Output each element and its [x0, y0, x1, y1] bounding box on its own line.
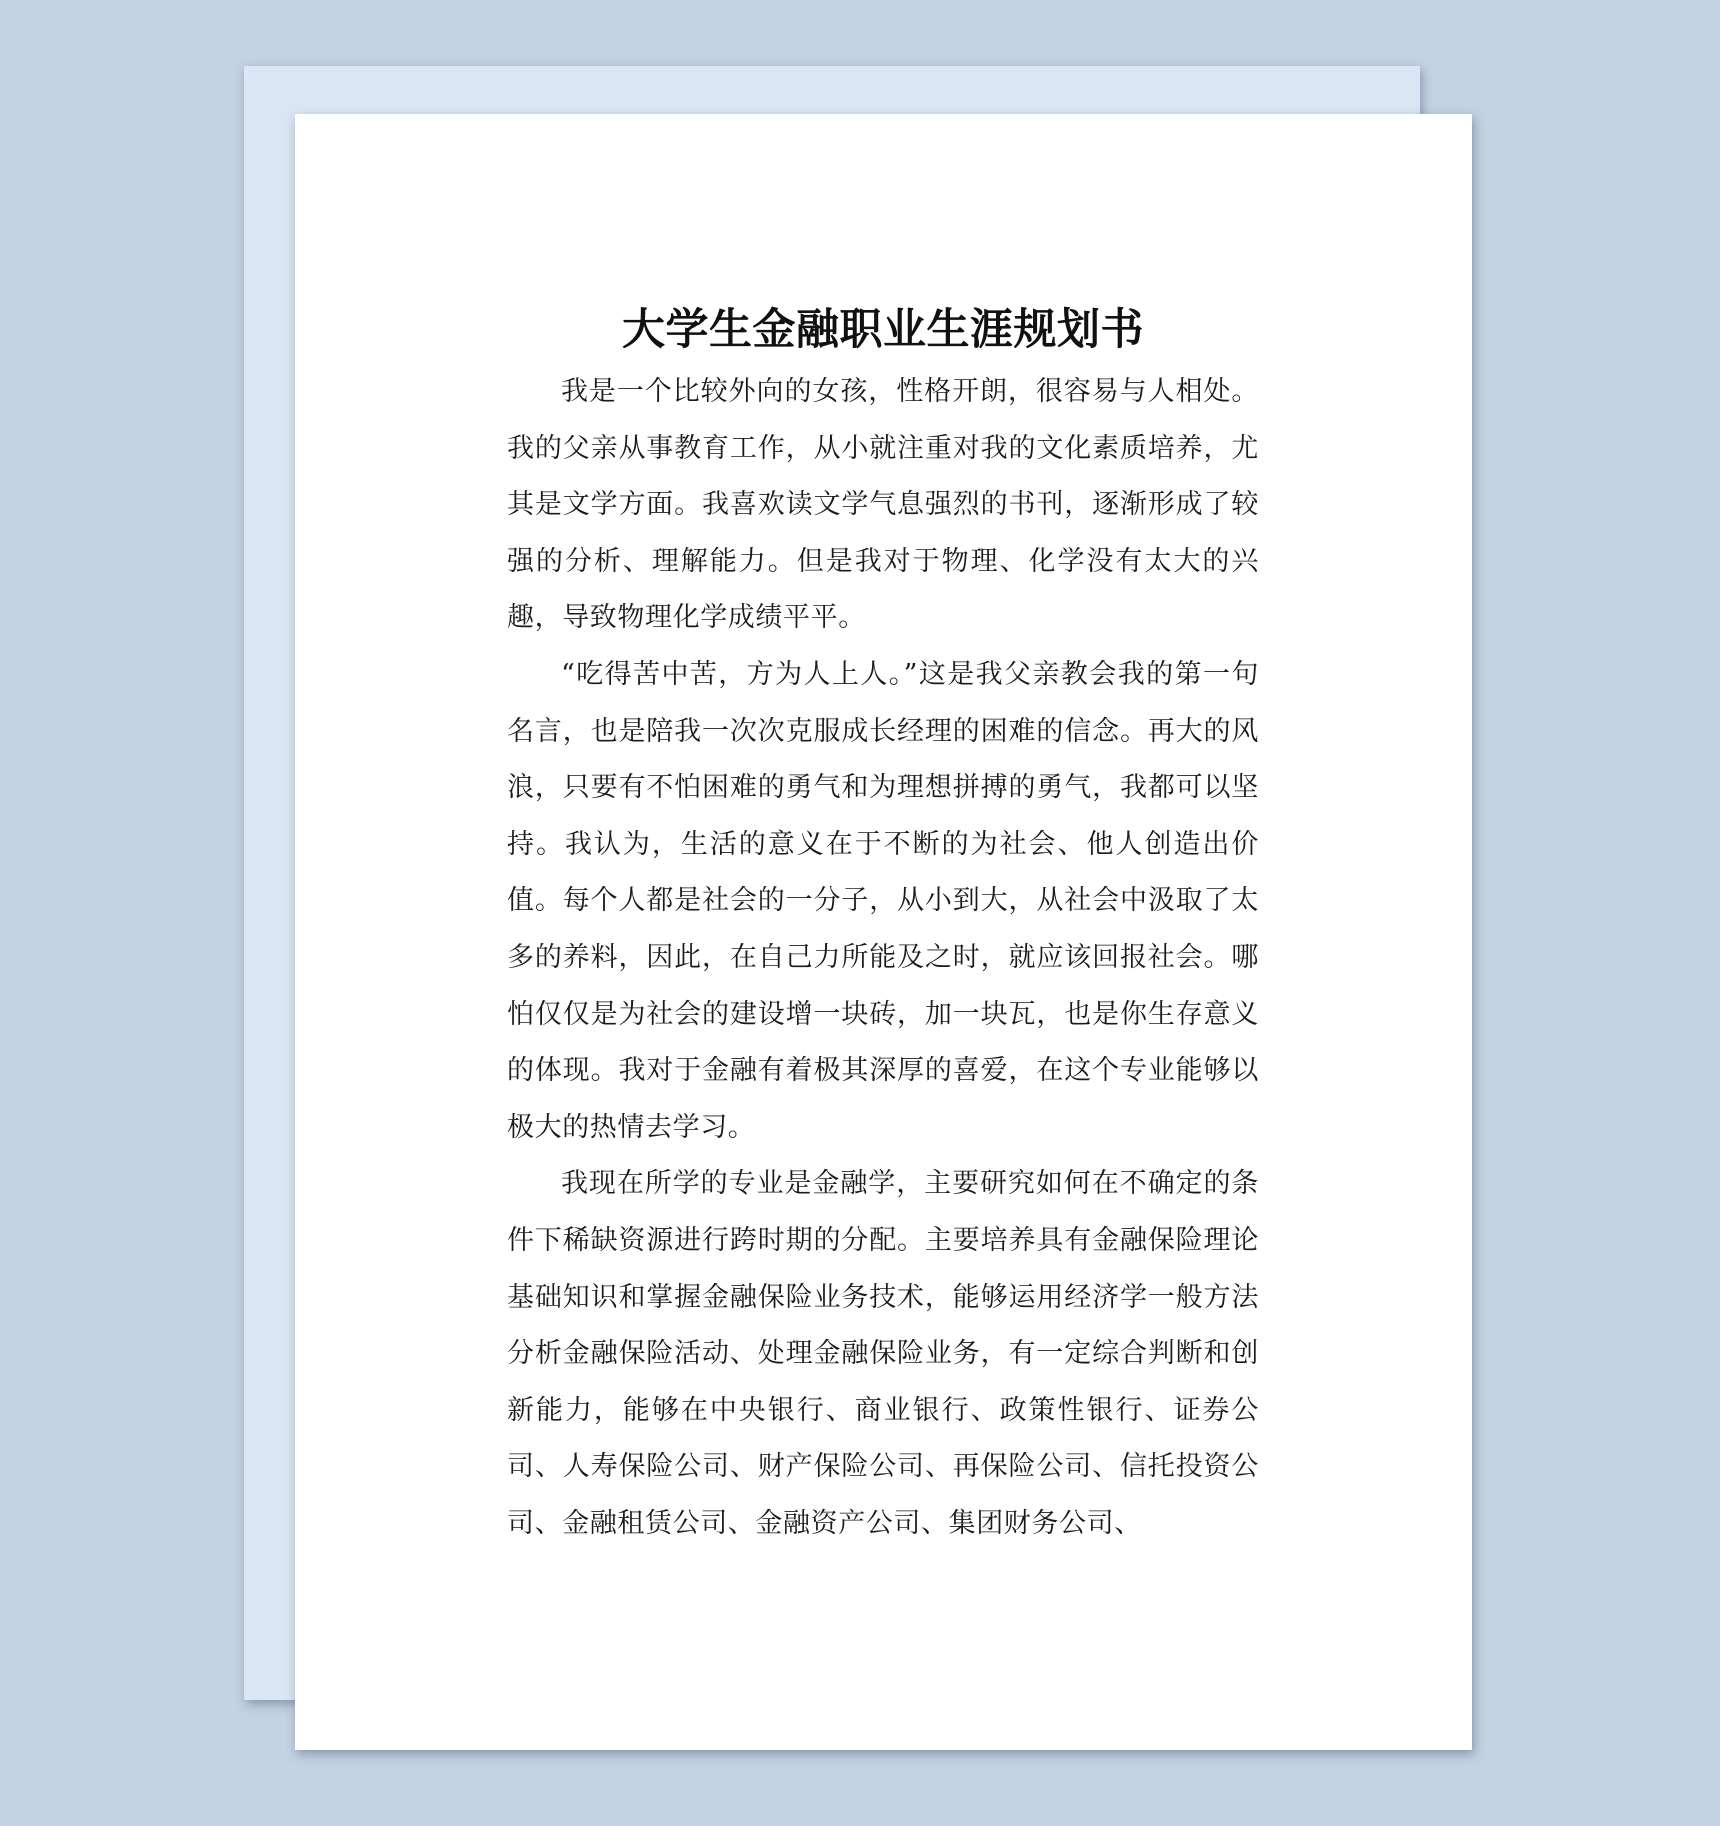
document-content: [507, 296, 1259, 1552]
paragraph-motto: “吃得苦中苦，方为人上人。”这是我父亲教会我的第一句名言，也是陪我一次次克服成长经理的困难的信念。再大的风浪，只要有不怕困难的勇气和为理想拼搏的勇气，我都可以坚持。我认为，生活的意义在于不断的为社会、他人创造出价值。每个人都是社会的一分子，从小到大，从社会中汲取了太多的养料，因此，在自己力所能及之时，就应该回报社会。哪怕仅仅是为社会的建设增一块砖，加一块瓦，也是你生存意义的体现。我对于金融有着极其深厚的喜爱，在这个专业能够以极大的热情去学习。: [507, 658, 1259, 1143]
paragraph-personality: 我是一个比较外向的女孩，性格开朗，很容易与人相处。我的父亲从事教育工作，从小就注重对我的文化素质培养，尤其是文学方面。我喜欢读文学气息强烈的书刊，逐渐形成了较强的分析、理解能力。但是我对于物理、化学没有太大的兴趣，导致物理化学成绩平平。: [507, 376, 1259, 634]
paragraph-major: 我现在所学的专业是金融学，主要研究如何在不确定的条件下稀缺资源进行跨时期的分配。主要培养具有金融保险理论基础知识和掌握金融保险业务技术，能够运用经济学一般方法分析金融保险活动、处理金融保险业务，有一定综合判断和创新能力，能够在中央银行、商业银行、政策性银行、证券公司、人寿保险公司、财产保险公司、再保险公司、信托投资公司、金融租赁公司、金融资产公司、集团财务公司、: [507, 1168, 1259, 1539]
document-title: 大学生金融职业生涯规划书: [622, 305, 1144, 355]
